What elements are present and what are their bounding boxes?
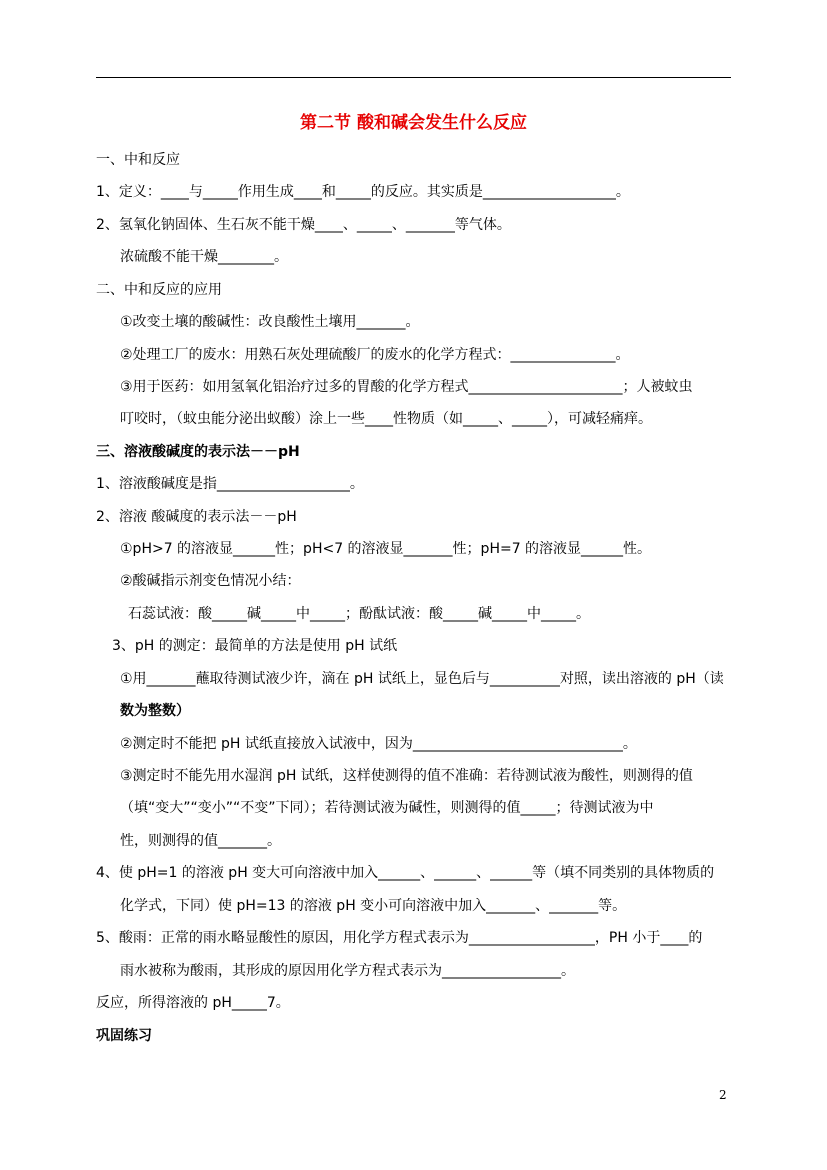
application-soil: ①改变土壤的酸碱性：改良酸性土壤用_______。 xyxy=(120,314,420,330)
question-2-drying: 2、氢氧化钠固体、生石灰不能干燥____、_____、_______等气体。 xyxy=(96,217,511,233)
ph-measurement-step-3: ③测定时不能先用水湿润 pH 试纸，这样使测得的值不准确：若待测试液为酸性，则测得的值 xyxy=(120,768,693,784)
header-rule xyxy=(96,77,731,78)
question-4-cont: 化学式，下同）使 pH=13 的溶液 pH 变小可向溶液中加入_______、_______等。 xyxy=(120,898,627,914)
ph-question-1: 1、溶液酸碱度是指___________________。 xyxy=(96,476,364,492)
section-heading-applications: 二、中和反应的应用 xyxy=(96,282,222,298)
question-1-definition: 1、定义：____与_____作用生成____和_____的反应。其实质是___________________。 xyxy=(96,184,630,200)
ph-measurement-step-2: ②测定时不能把 pH 试纸直接放入试液中，因为______________________________。 xyxy=(120,736,637,752)
page-number: 2 xyxy=(719,1088,727,1102)
ph-question-2: 2、溶液 酸碱度的表示法－－pH xyxy=(96,509,297,525)
ph-measurement: 3、pH 的测定：最简单的方法是使用 pH 试纸 xyxy=(112,638,398,654)
reaction-ph: 反应，所得溶液的 pH_____7。 xyxy=(96,995,290,1011)
ph-values: ①pH>7 的溶液显______性；pH<7 的溶液显_______性；pH=7 的溶液显______性。 xyxy=(120,541,652,557)
section-heading-neutralization: 一、中和反应 xyxy=(96,152,180,168)
question-2-sulfuric-acid: 浓硫酸不能干燥________。 xyxy=(120,249,288,265)
section-heading-practice: 巩固练习 xyxy=(96,1028,152,1044)
page-title: 第二节 酸和碱会发生什么反应 xyxy=(300,113,527,133)
question-4: 4、使 pH=1 的溶液 pH 变大可向溶液中加入______、______、______等（填不同类别的具体物质的 xyxy=(96,865,715,881)
section-heading-ph: 三、溶液酸碱度的表示法－－pH xyxy=(96,444,300,460)
application-medicine: ③用于医药：如用氢氧化铝治疗过多的胃酸的化学方程式______________________；人被蚊虫 xyxy=(120,379,693,395)
ph-measurement-step-3-end: 性，则测得的值_______。 xyxy=(120,833,281,849)
question-5-cont: 雨水被称为酸雨，其形成的原因用化学方程式表示为_________________。 xyxy=(120,963,575,979)
indicator-summary: ②酸碱指示剂变色情况小结： xyxy=(120,573,301,589)
application-wastewater: ②处理工厂的废水：用熟石灰处理硫酸厂的废水的化学方程式：_______________。 xyxy=(120,347,630,363)
application-medicine-cont: 叮咬时，（蚊虫能分泌出蚁酸）涂上一些____性物质（如_____、_____），可减轻痛痒。 xyxy=(120,411,652,427)
question-5-acid-rain: 5、酸雨：正常的雨水略显酸性的原因，用化学方程式表示为__________________，PH 小于____的 xyxy=(96,930,703,946)
ph-measurement-step-3-cont: （填“变大”“变小”“不变”下同）；若待测试液为碱性，则测得的值_____；待测试液为中 xyxy=(120,800,654,816)
ph-measurement-step-1-cont: 数为整数） xyxy=(120,703,190,719)
ph-measurement-step-1: ①用_______蘸取待测试液少许，滴在 pH 试纸上，显色后与__________对照，读出溶液的 pH（读 xyxy=(120,671,724,687)
indicator-colors: 石蕊试液：酸_____碱_____中_____；酚酞试液：酸_____碱_____中_____。 xyxy=(128,606,590,622)
